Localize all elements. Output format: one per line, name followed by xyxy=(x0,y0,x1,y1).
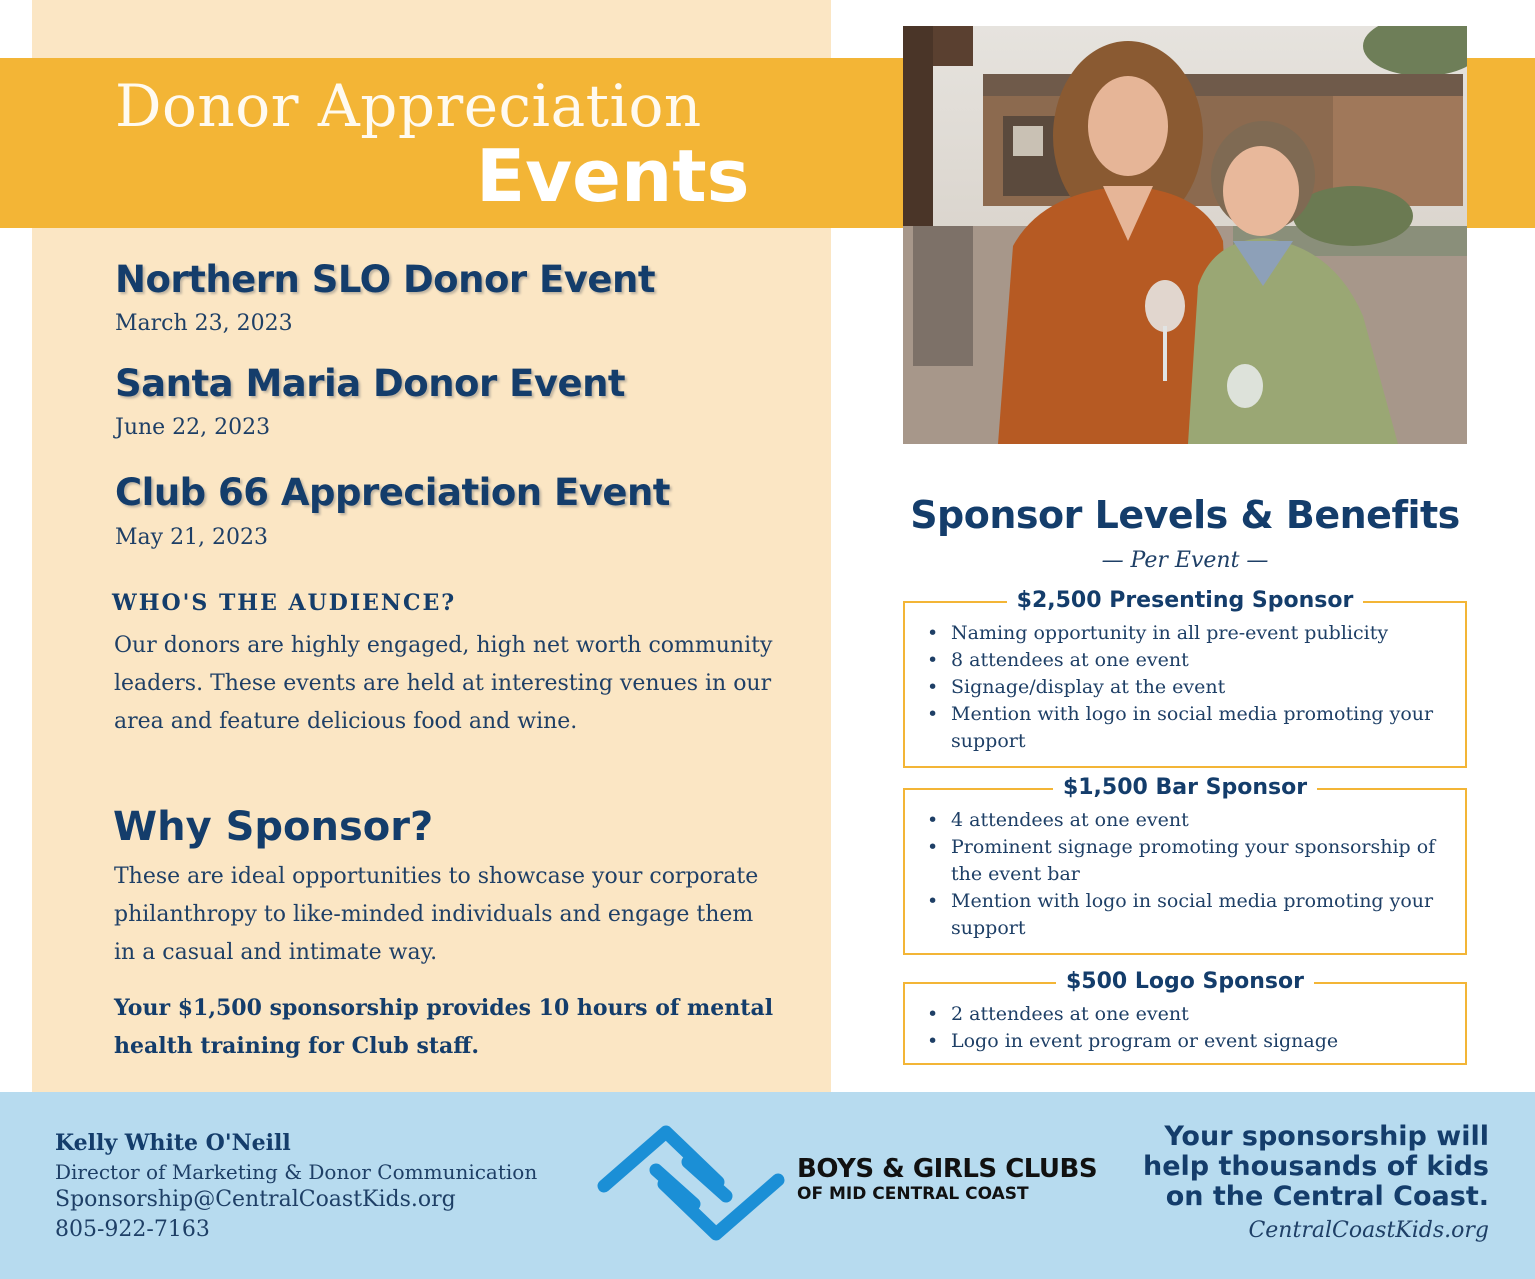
why-sponsor-heading: Why Sponsor? xyxy=(113,804,434,850)
sponsor-level-logo xyxy=(903,969,1467,1065)
sponsor-level-title: $1,500 Bar Sponsor xyxy=(1053,773,1317,803)
sponsor-level-presenting xyxy=(903,588,1467,768)
benefit-item: • Mention with logo in social media promoting your support xyxy=(923,888,1465,942)
tagline-line3: on the Central Coast. xyxy=(1165,1181,1489,1212)
contact-title: Director of Marketing & Donor Communication xyxy=(55,1160,538,1184)
contact-email-link[interactable]: Sponsorship@CentralCoastKids.org xyxy=(55,1187,456,1212)
audience-heading: WHO'S THE AUDIENCE? xyxy=(112,590,457,616)
tagline-line1: Your sponsorship will xyxy=(1164,1121,1489,1152)
two-women-holding-wine-glasses-photo-icon xyxy=(903,26,1467,444)
sponsor-level-title: $2,500 Presenting Sponsor xyxy=(1007,586,1364,616)
tagline-line2: help thousands of kids xyxy=(1142,1151,1489,1182)
banner-title-line2: Events xyxy=(476,134,750,218)
event-photo xyxy=(903,26,1467,444)
contact-phone: 805-922-7163 xyxy=(55,1217,210,1242)
sponsor-levels-heading: Sponsor Levels & Benefits xyxy=(910,493,1460,537)
banner-title-line1: Donor Appreciation xyxy=(115,72,702,140)
event-title-santa-maria: Santa Maria Donor Event xyxy=(115,362,626,405)
event-title-northern-slo: Northern SLO Donor Event xyxy=(115,258,656,301)
benefit-list xyxy=(905,790,1465,942)
event-date-northern-slo: March 23, 2023 xyxy=(115,311,293,336)
benefit-item: • Prominent signage promoting your sponsorship of the event bar xyxy=(923,834,1465,888)
benefit-item: • Mention with logo in social media promoting your support xyxy=(923,701,1465,755)
clasped-hands-logo-icon xyxy=(596,1124,786,1242)
benefit-item: • Naming opportunity in all pre-event publicity xyxy=(923,620,1465,647)
event-title-club-66: Club 66 Appreciation Event xyxy=(115,471,670,514)
organization-name: BOYS & GIRLS CLUBS xyxy=(797,1154,1098,1184)
sponsor-level-title: $500 Logo Sponsor xyxy=(1056,967,1314,997)
event-date-santa-maria: June 22, 2023 xyxy=(115,415,271,440)
website-link[interactable]: CentralCoastKids.org xyxy=(1248,1218,1489,1243)
sponsorship-impact-text: Your $1,500 sponsorship provides 10 hours of mental health training for Club staff. xyxy=(114,995,774,1059)
benefit-list xyxy=(905,603,1465,755)
benefit-item: • Logo in event program or event signage xyxy=(923,1028,1465,1055)
benefit-item: • 8 attendees at one event xyxy=(923,647,1465,674)
contact-name: Kelly White O'Neill xyxy=(55,1130,291,1156)
sponsor-level-bar xyxy=(903,775,1467,955)
benefit-item: • 2 attendees at one event xyxy=(923,1001,1465,1028)
audience-text: Our donors are highly engaged, high net worth community leaders. These events are held at interesting venues in our area and feature delicious food and wine. xyxy=(114,633,773,734)
event-date-club-66: May 21, 2023 xyxy=(115,525,269,550)
sponsor-levels-subheading: — Per Event — xyxy=(1101,548,1269,573)
organization-subname: OF MID CENTRAL COAST xyxy=(797,1184,1029,1204)
benefit-item: • Signage/display at the event xyxy=(923,674,1465,701)
why-sponsor-text: These are ideal opportunities to showcase your corporate philanthropy to like-minded individuals and engage them in a casual and intimate way. xyxy=(114,864,759,965)
benefit-item: • 4 attendees at one event xyxy=(923,807,1465,834)
